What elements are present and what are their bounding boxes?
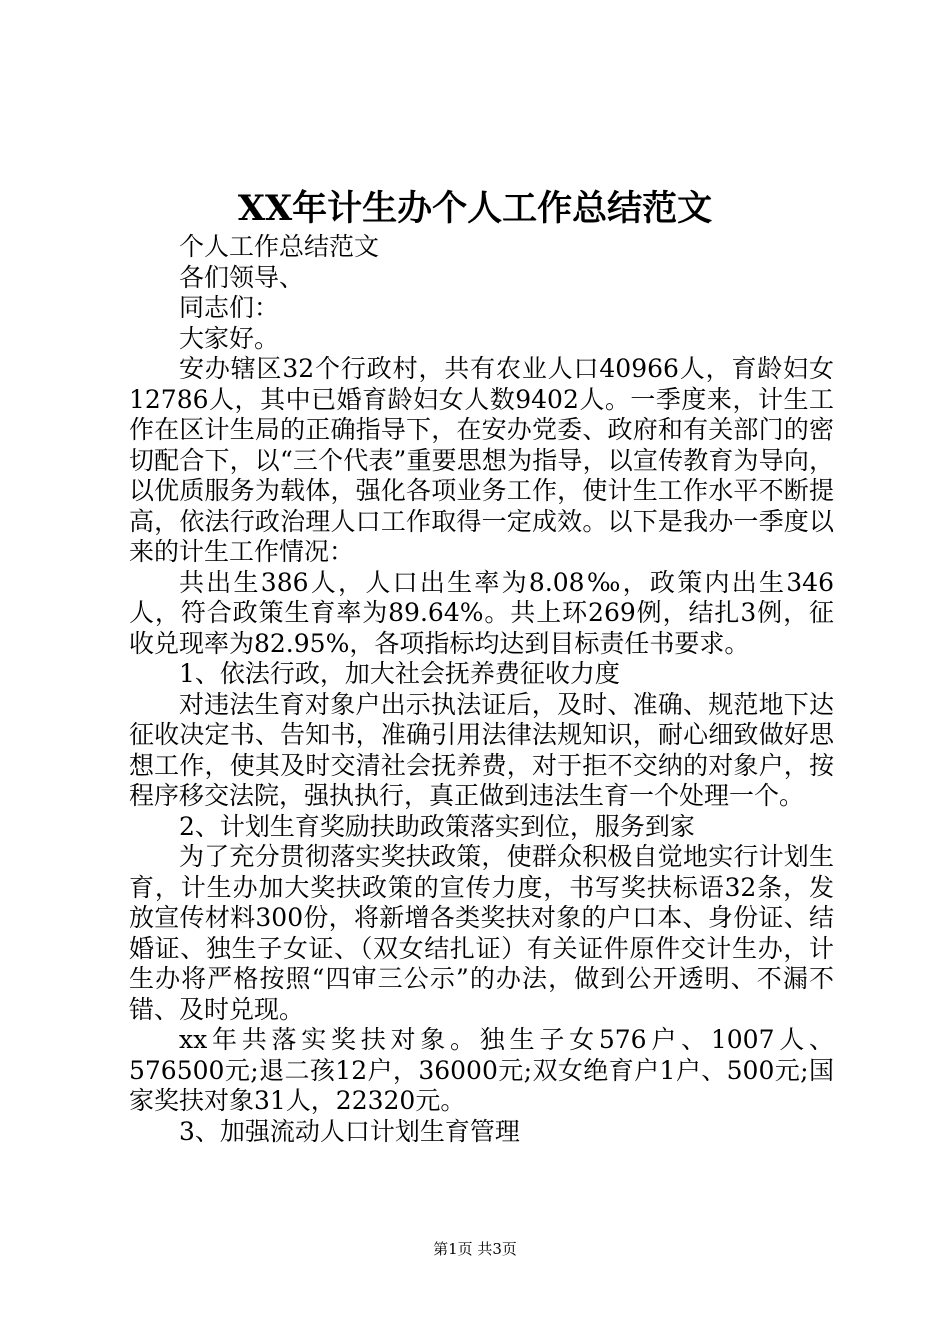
paragraph-section-1: 对违法生育对象户出示执法证后，及时、准确、规范地下达征收决定书、告知书，准确引用法律法规知识，耐心细致做好思想工作，使其及时交清社会抚养费，对于拒不交纳的对象户，按程序移交法院，强执执行，真正做到违法生育一个处理一个。 <box>129 689 834 810</box>
paragraph-overview: 安办辖区32个行政村，共有农业人口40966人，育龄妇女12786人，其中已婚育龄妇女人数9402人。一季度来，计生工作在区计生局的正确指导下，在安办党委、政府和有关部门的密切配合下，以“三个代表”重要思想为指导，以宣传教育为导向，以优质服务为载体，强化各项业务工作，使计生工作水平不断提高，依法行政治理人口工作取得一定成效。以下是我办一季度以来的计生工作情况： <box>129 354 834 566</box>
document-body <box>129 232 834 1147</box>
paragraph-section-2: 为了充分贯彻落实奖扶政策，使群众积极自觉地实行计划生育，计生办加大奖扶政策的宣传力度，书写奖扶标语32条，发放宣传材料300份，将新增各类奖扶对象的户口本、身份证、结婚证、独生子女证、（双女结扎证）有关证件原件交计生办，计生办将严格按照“四审三公示”的办法，做到公开透明、不漏不错、及时兑现。 <box>129 842 834 1024</box>
document-title: XX年计生办个人工作总结范文 <box>237 188 713 229</box>
paragraph-statistics: 共出生386人，人口出生率为8.08‰，政策内出生346人，符合政策生育率为89.64%。共上环269例，结扎3例，征收兑现率为82.95%，各项指标均达到目标责任书要求。 <box>129 567 834 658</box>
paragraph-section-2-figures: xx年共落实奖扶对象。独生子女576户、1007人、576500元;退二孩12户，36000元;双女绝育户1户、500元;国家奖扶对象31人，22320元。 <box>129 1025 834 1115</box>
paragraph-greeting-all: 大家好。 <box>179 323 280 353</box>
section-heading-1: 1、依法行政，加大社会抚养费征收力度 <box>179 659 620 688</box>
paragraph-greeting-leaders: 各们领导、 <box>179 262 305 292</box>
section-heading-2: 2、计划生育奖励扶助政策落实到位，服务到家 <box>179 811 695 841</box>
section-heading-3: 3、加强流动人口计划生育管理 <box>179 1116 520 1146</box>
paragraph-greeting-comrades: 同志们： <box>179 293 280 322</box>
page-footer: 第1页 共3页 <box>433 1240 517 1258</box>
paragraph-subtitle: 个人工作总结范文 <box>179 232 380 261</box>
